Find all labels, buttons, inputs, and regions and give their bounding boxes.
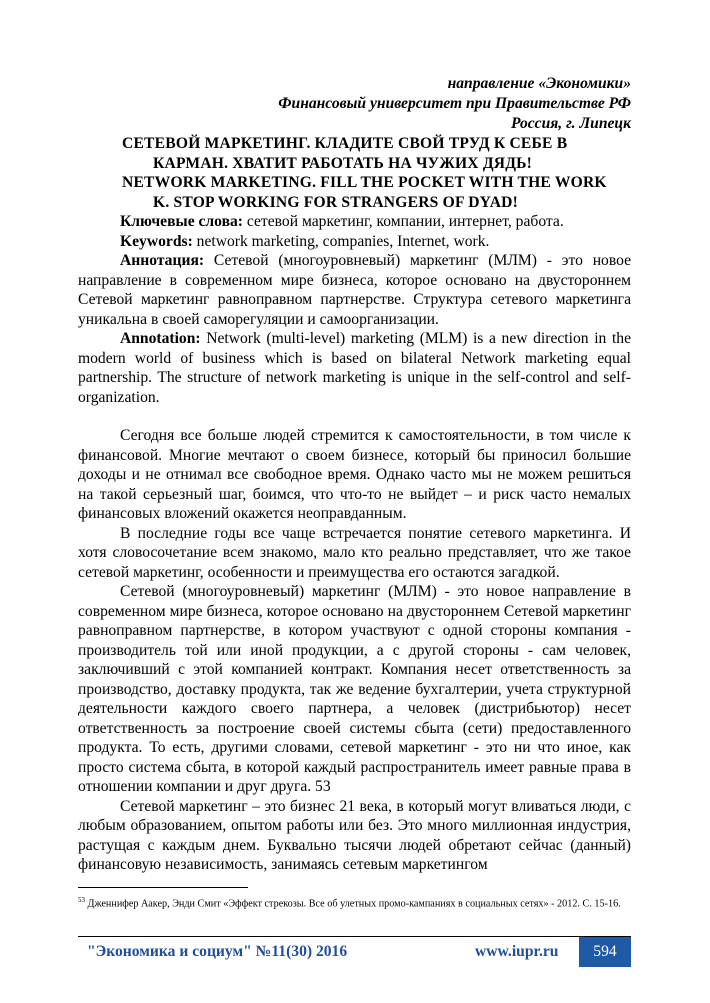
abstract-ru bbox=[78, 251, 631, 329]
footnote-separator bbox=[78, 887, 248, 888]
footer-rule bbox=[78, 936, 631, 937]
keywords-ru bbox=[78, 212, 631, 232]
footnote bbox=[78, 893, 631, 911]
footnote-text: Дженнифер Аакер, Энди Смит «Эффект стрекозы. Все об улетных промо-кампаниях в социальных сетях» - 2012. С. 15-16. bbox=[85, 898, 621, 910]
article-title bbox=[78, 134, 631, 212]
body-paragraph-4: Сетевой маркетинг – это бизнес 21 века, в который могут вливаться люди, с любым образованием, опытом работы или без. Это много миллионная индустрия, растущая с каждым днем. Буквально тысячи людей обретают сейчас (данный) финансовую независимость, занимаясь сетевым маркетингом bbox=[78, 797, 631, 873]
journal-name: "Экономика и социум" №11(30) 2016 bbox=[87, 943, 348, 960]
keywords-ru-text: сетевой маркетинг, компании, интернет, работа. bbox=[243, 213, 564, 230]
title-en-line-1: NETWORK MARKETING. FILL THE POCKET WITH THE WORK bbox=[122, 174, 607, 191]
keywords-en-label: Keywords: bbox=[120, 232, 193, 250]
abstract-en bbox=[78, 329, 631, 407]
abstract-ru-label: Аннотация: bbox=[120, 252, 205, 269]
abstract-en-text: Network (multi-level) marketing (MLM) is a new direction in the modern world of business which is based on bilateral Network marketing equal partnership. The structure of network marketing is unique in the self-control and self-organization. bbox=[78, 330, 631, 406]
article-page bbox=[78, 74, 631, 875]
body-paragraph-3: Сетевой (многоуровневый) маркетинг (МЛМ) - это новое направление в современном мире бизнеса, которое основано на двустороннем Сетевой маркетинг равноправном партнерстве, в котором участвуют с одной стороны компания - производитель той или иной продукции, а с другой стороны - сам человек, заключивший с этой компанией контракт. Компания несет ответственность за производство, доставку продукта, так же ведение бухгалтерии, учета структурной деятельности каждого своего партнера, а человек (дистрибьютор) несет ответственность за построение своей системы сбыта (сети) предоставленного продукта. То есть, другими словами, сетевой маркетинг - это ни что иное, как просто система сбыта, в которой каждый распространитель имеет равные права в отношении компании и друг друга. 53 bbox=[78, 583, 631, 795]
title-ru-line-2: КАРМАН. ХВАТИТ РАБОТАТЬ НА ЧУЖИХ ДЯДЬ! bbox=[153, 154, 533, 172]
page-number: 594 bbox=[579, 937, 631, 967]
body-paragraph-1: Сегодня все больше людей стремится к самостоятельности, в том числе к финансовой. Многие мечтают о своем бизнесе, который бы приносил большие доходы и не отнимал все свободное время. Однако часто мы не можем решиться на такой серьезный шаг, боимся, что что-то не выйдет – и риск часто немалых финансовых вложений окажется неоправданным. bbox=[78, 427, 631, 522]
title-en-line-2: K. STOP WORKING FOR STRANGERS OF DYAD! bbox=[153, 193, 519, 211]
spacer bbox=[78, 407, 631, 426]
website-link[interactable]: www.iupr.ru bbox=[475, 943, 559, 960]
keywords-en-text: network marketing, companies, Internet, work. bbox=[192, 232, 490, 250]
affiliation: Финансовый университет при Правительстве РФ bbox=[278, 95, 631, 112]
body-paragraph-2: В последние годы все чаще встречается понятие сетевого маркетинга. И хотя словосочетание всем знакомо, мало кто реально представляет, что же такое сетевой маркетинг, особенности и преимущества его остаются загадкой. bbox=[78, 524, 631, 581]
location: Россия, г. Липецк bbox=[511, 115, 631, 132]
abstract-en-label: Annotation: bbox=[120, 330, 201, 347]
abstract-ru-text: Сетевой (многоуровневый) маркетинг (МЛМ) - это новое направление в современном мире бизнеса, которое основано на двустороннем Сетевой маркетинг равноправном партнерстве. Структура сетевого маркетинга уникальна в своей саморегуляции и самоорганизации. bbox=[78, 252, 631, 328]
title-ru-line-1: СЕТЕВОЙ МАРКЕТИНГ. КЛАДИТЕ СВОЙ ТРУД К СЕБЕ В bbox=[122, 135, 568, 152]
section-label: направление «Экономики» bbox=[447, 75, 631, 92]
keywords-en bbox=[78, 232, 631, 252]
keywords-ru-label: Ключевые слова: bbox=[120, 213, 243, 230]
footnote-mark: 53 bbox=[78, 896, 85, 904]
